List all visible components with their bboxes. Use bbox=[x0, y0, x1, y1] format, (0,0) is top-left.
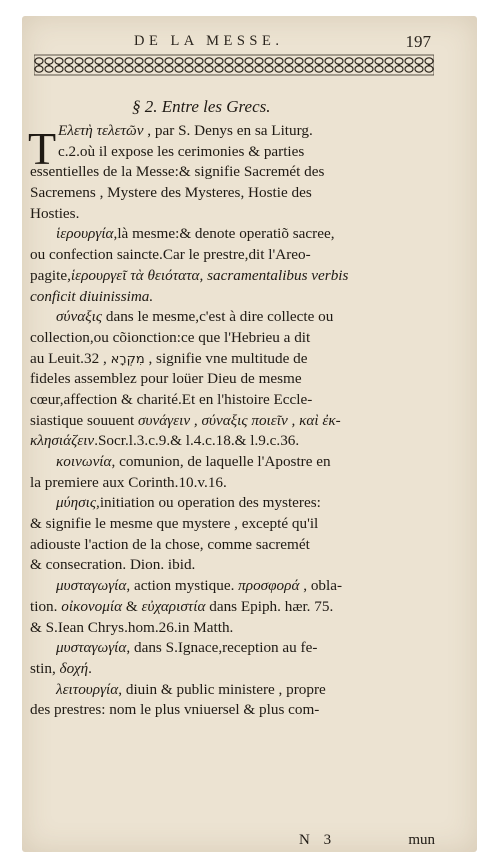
ornament-border bbox=[34, 54, 434, 76]
text-segment: , diuin & public ministere , propre bbox=[118, 680, 326, 698]
text-segment: dans le mesme,c'est à dire collecte ou bbox=[102, 308, 334, 326]
ornament-motif bbox=[285, 58, 293, 72]
ornament-motif bbox=[365, 58, 373, 72]
text-line bbox=[30, 431, 434, 452]
running-title: DE LA MESSE. bbox=[134, 33, 284, 49]
text-segment: , par S. Denys en sa Liturg. bbox=[143, 122, 313, 139]
ornament-motif bbox=[395, 58, 403, 72]
ornament-motif bbox=[295, 58, 303, 72]
ornament-motif bbox=[355, 58, 363, 72]
text-segment: pagite, bbox=[30, 266, 71, 284]
ornament-motif bbox=[375, 58, 383, 72]
text-line bbox=[30, 121, 434, 142]
ornament-motif bbox=[155, 58, 163, 72]
text-line bbox=[30, 245, 434, 266]
ornament-motif bbox=[425, 58, 433, 72]
text-line bbox=[30, 514, 434, 535]
hebrew-term: מִקְרָא bbox=[110, 351, 145, 367]
text-segment: essentielles de la Messe:& signifie Sacremét des bbox=[30, 163, 325, 181]
text-line bbox=[30, 597, 434, 618]
text-segment: & S.Iean Chrys.hom.26.in Matth. bbox=[30, 618, 234, 636]
ornament-motif bbox=[205, 58, 213, 72]
text-segment: Hosties. bbox=[30, 204, 80, 222]
ornament-motif bbox=[195, 58, 203, 72]
text-segment: ,là mesme:& denote operatiõ sacree, bbox=[113, 225, 335, 243]
text-line bbox=[30, 328, 434, 349]
greek-term: ἱερουργεῖ τὰ θειότατα, sacramentalibus verbis bbox=[70, 266, 349, 284]
ornament-motif bbox=[115, 58, 123, 72]
text-line bbox=[30, 452, 434, 473]
text-segment: & signifie le mesme que mystere , excepté qu'il bbox=[30, 515, 319, 533]
text-segment: tion. bbox=[30, 597, 62, 615]
text-segment: , obla- bbox=[299, 577, 343, 595]
text-line bbox=[30, 287, 434, 308]
ornament-motif bbox=[165, 58, 173, 72]
text-line bbox=[30, 224, 434, 245]
text-segment: adiouste l'action de la chose, comme sacremét bbox=[30, 535, 310, 553]
ornament-motif bbox=[85, 58, 93, 72]
text-segment: dans Epiph. hær. 75. bbox=[205, 597, 334, 615]
ornament-motif bbox=[105, 58, 113, 72]
ornament-motif bbox=[245, 58, 253, 72]
text-segment: cœur,affection & charité.Et en l'histoire Eccle- bbox=[30, 390, 313, 408]
text-line bbox=[30, 535, 434, 556]
ornament-motif bbox=[265, 58, 273, 72]
greek-term: λειτουργία bbox=[56, 680, 119, 698]
ornament-motif bbox=[225, 58, 233, 72]
greek-term: συνάγειν , σύναξις ποιεῖν , καὶ ἐκ- bbox=[138, 411, 341, 429]
greek-term: Ελετὴ τελετῶν bbox=[58, 122, 144, 139]
text-segment: , signifie vne multitude de bbox=[144, 349, 308, 367]
ornament-motif bbox=[35, 58, 43, 72]
signature-mark: N 3 bbox=[299, 832, 332, 848]
greek-term: οἰκονομία bbox=[61, 597, 123, 615]
text-line bbox=[30, 183, 434, 204]
ornament-motif bbox=[185, 58, 193, 72]
ornament-motif bbox=[215, 58, 223, 72]
body-text bbox=[30, 121, 434, 721]
text-line bbox=[30, 204, 434, 225]
greek-term: προσφορά bbox=[238, 577, 300, 595]
text-line bbox=[30, 493, 434, 514]
drop-cap: T bbox=[28, 123, 57, 174]
ornament-motif bbox=[135, 58, 143, 72]
text-segment: , action mystique. bbox=[126, 577, 239, 595]
ornament-motif bbox=[45, 58, 53, 72]
text-segment: .Socr.l.3.c.9.& l.4.c.18.& l.9.c.36. bbox=[94, 432, 300, 450]
text-line bbox=[30, 266, 434, 287]
text-line bbox=[30, 369, 434, 390]
text-line bbox=[30, 576, 434, 597]
ornament-motif bbox=[255, 58, 263, 72]
text-line bbox=[30, 349, 434, 370]
text-line bbox=[30, 618, 434, 639]
text-segment: ou confection saincte.Car le prestre,dit l'Areo- bbox=[30, 246, 311, 264]
text-line bbox=[30, 162, 434, 183]
text-line bbox=[30, 473, 434, 494]
text-segment: , dans S.Ignace,reception au fe- bbox=[126, 639, 318, 657]
text-segment: siastique souuent bbox=[30, 411, 138, 429]
greek-term: μυσταγωγία bbox=[56, 577, 127, 595]
greek-term: σύναξις bbox=[56, 308, 103, 326]
text-segment: , comunion, de laquelle l'Apostre en bbox=[111, 453, 331, 470]
greek-term: δοχή bbox=[59, 659, 89, 677]
text-line bbox=[30, 555, 434, 576]
ornament-motif bbox=[65, 58, 73, 72]
text-line bbox=[30, 411, 434, 432]
text-segment: conficit diuinissima. bbox=[30, 287, 154, 305]
text-segment: & bbox=[122, 597, 142, 615]
text-segment: fideles assemblez pour loüer Dieu de mesme bbox=[30, 370, 302, 388]
ornament-motif bbox=[55, 58, 63, 72]
text-line bbox=[30, 142, 434, 163]
text-segment: c.2.où il expose les cerimonies & parties bbox=[58, 142, 305, 160]
book-page bbox=[22, 16, 477, 852]
ornament-motif bbox=[145, 58, 153, 72]
greek-term: κοινωνία bbox=[56, 453, 112, 470]
ornament-motif bbox=[125, 58, 133, 72]
text-segment: au Leuit.32 , bbox=[30, 349, 111, 367]
ornament-motif bbox=[75, 58, 83, 72]
page-number: 197 bbox=[405, 32, 431, 51]
greek-term: μύησις bbox=[56, 494, 97, 512]
ornament-motif bbox=[405, 58, 413, 72]
text-segment: Sacremens , Mystere des Mysteres, Hostie des bbox=[30, 184, 312, 202]
ornament-motif bbox=[345, 58, 353, 72]
ornament-motif bbox=[175, 58, 183, 72]
text-segment: . bbox=[88, 659, 92, 677]
text-segment: collection,ou cõionction:ce que l'Hebrieu a dit bbox=[30, 328, 311, 346]
text-segment: des prestres: nom le plus vniuersel & plus com- bbox=[30, 701, 320, 719]
text-line bbox=[30, 659, 434, 680]
greek-term: κλησιάζειν bbox=[30, 432, 95, 450]
text-segment: ,initiation ou operation des mysteres: bbox=[96, 494, 321, 512]
text-line bbox=[30, 638, 434, 659]
text-segment: stin, bbox=[30, 659, 60, 677]
ornament-motif bbox=[95, 58, 103, 72]
text-line bbox=[30, 680, 434, 701]
section-title: § 2. Entre les Grecs. bbox=[132, 97, 271, 116]
greek-term: εὐχαριστία bbox=[141, 597, 206, 615]
ornament-motif bbox=[305, 58, 313, 72]
ornament-motif bbox=[385, 58, 393, 72]
ornament-motif bbox=[275, 58, 283, 72]
text-line bbox=[30, 700, 434, 721]
ornament-motif bbox=[315, 58, 323, 72]
text-line bbox=[30, 390, 434, 411]
catchword: mun bbox=[408, 832, 435, 848]
greek-term: ἱερουργία bbox=[56, 225, 114, 243]
ornament-motif bbox=[235, 58, 243, 72]
ornament-motif bbox=[415, 58, 423, 72]
text-segment: & consecration. Dion. ibid. bbox=[30, 556, 196, 574]
text-segment: la premiere aux Corinth.10.v.16. bbox=[30, 473, 227, 491]
greek-term: μυσταγωγία bbox=[56, 639, 127, 657]
ornament-motif bbox=[335, 58, 343, 72]
text-line bbox=[30, 307, 434, 328]
ornament-motif bbox=[325, 58, 333, 72]
